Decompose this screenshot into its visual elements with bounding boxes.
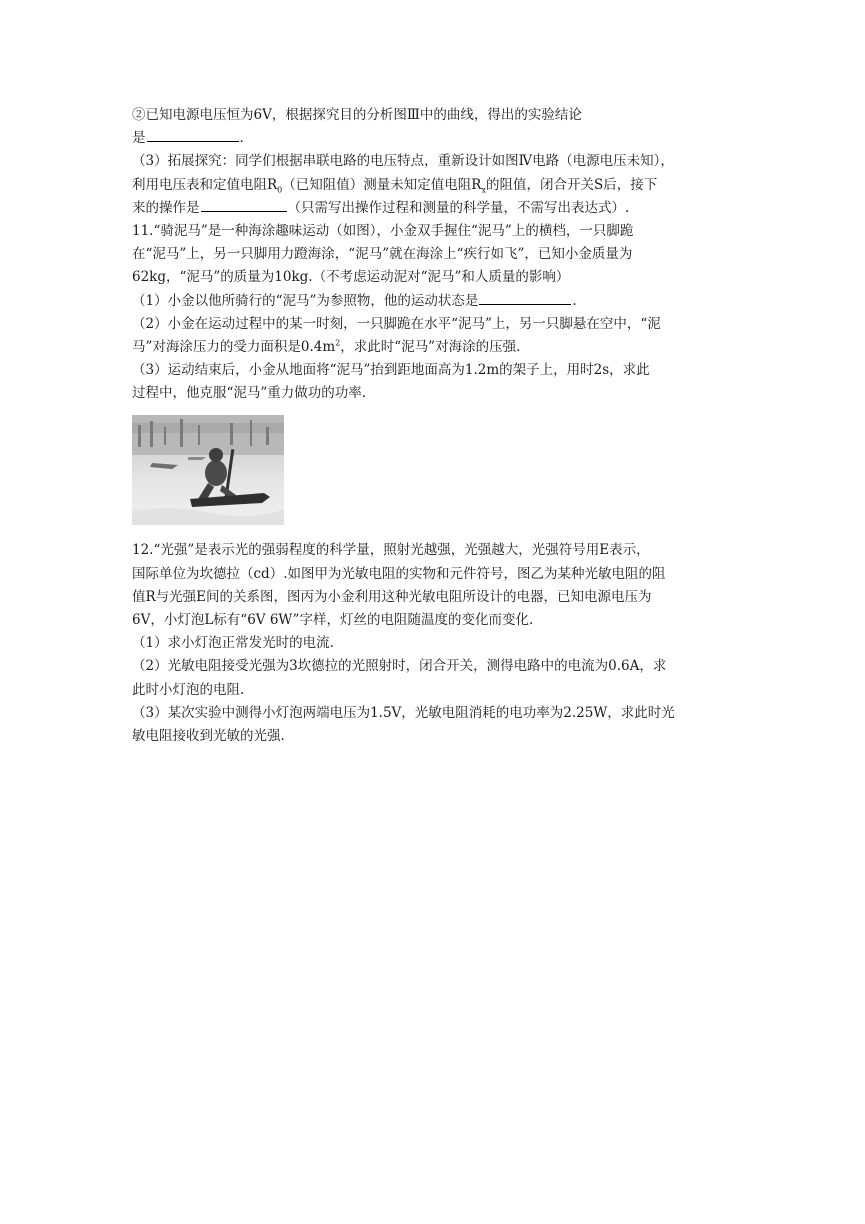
question-11-stem: 11.“骑泥马”是一种海涂趣味运动（如图），小金双手握住“泥马”上的横档，一只脚跪: [132, 222, 634, 239]
text-line: [132, 220, 735, 243]
text-span: 国际单位为坎德拉（cd）.如图甲为光敏电阻的实物和元件符号，图乙为某种光敏电阻的阻: [132, 565, 666, 582]
text-span: （已知阻值）测量未知定值电阻R: [282, 176, 482, 193]
mud-horse-illustration: [132, 415, 284, 525]
text-line: [132, 655, 735, 678]
text-line: [132, 725, 735, 748]
subscript: 0: [277, 185, 283, 195]
text-line: [132, 632, 735, 655]
question-text: [132, 104, 735, 748]
text-span: 在“泥马”上，另一只脚用力蹬海涂，“泥马”就在海涂上“疾行如飞”，已知小金质量为: [132, 246, 633, 263]
text-span: 值R与光强E间的关系图，图丙为小金利用这种光敏电阻所设计的电器，已知电源电压为: [132, 588, 652, 605]
text-line: [132, 679, 735, 702]
text-line: [132, 104, 735, 127]
text-line: [132, 609, 735, 632]
text-span: 此时小灯泡的电阻.: [132, 681, 245, 698]
text-span: （1）小金以他所骑行的“泥马”为参照物，他的运动状态是: [132, 292, 479, 309]
answer-blank[interactable]: [201, 197, 287, 212]
answer-blank[interactable]: [147, 127, 239, 142]
subscript: x: [481, 185, 486, 195]
text-span: 利用电压表和定值电阻R: [132, 176, 278, 193]
text-span: 敏电阻接收到光敏的光强.: [132, 727, 285, 744]
text-line: [132, 336, 735, 359]
text-line: [132, 563, 735, 586]
text-span: （只需写出操作过程和测量的科学量，不需写出表达式）.: [287, 199, 630, 216]
answer-blank[interactable]: [479, 290, 571, 305]
text-line: [132, 266, 735, 289]
text-line: [132, 702, 735, 725]
text-line: [132, 313, 735, 336]
text-line: [132, 586, 735, 609]
text-line: [132, 359, 735, 382]
text-span: 62kg，“泥马”的质量为10kg.（不考虑运动泥对“泥马”和人质量的影响）: [132, 269, 570, 286]
text-line: [132, 539, 735, 562]
text-span: 的阻值，闭合开关S后，接下: [485, 176, 658, 193]
text-line: [132, 382, 735, 405]
text-span: （3）运动结束后，小金从地面将“泥马”抬到距地面高为1.2m的架子上，用时2s，求此: [132, 362, 650, 379]
text-span: 是: [132, 130, 146, 147]
text-span: 来的操作是: [132, 199, 200, 216]
text-span: 马”对海涂压力的受力面积是0.4m: [132, 338, 336, 355]
text-line: [132, 174, 735, 197]
text-span: （3）某次实验中测得小灯泡两端电压为1.5V，光敏电阻消耗的电功率为2.25W，求此时光: [132, 704, 675, 721]
text-span: .: [572, 292, 577, 309]
text-span: （3）拓展探究：同学们根据串联电路的电压特点，重新设计如图Ⅳ电路（电源电压未知），: [132, 153, 674, 170]
mud-horse-photo: [132, 415, 284, 525]
text-span: ②已知电源电压恒为6V，根据探究目的分析图Ⅲ中的曲线，得出的实验结论: [132, 107, 582, 123]
text-span: ，求此时“泥马”对海涂的压强.: [340, 338, 521, 355]
text-line: [132, 243, 735, 266]
text-span: （2）光敏电阻接受光强为3坎德拉的光照射时，闭合开关，测得电路中的电流为0.6A，求: [132, 658, 667, 675]
text-span: （2）小金在运动过程中的某一时刻，一只脚跪在水平“泥马”上，另一只脚悬在空中，“泥: [132, 315, 661, 332]
text-line: [132, 127, 735, 150]
text-line: [132, 197, 735, 220]
text-span: 过程中，他克服“泥马”重力做功的功率.: [132, 385, 367, 402]
text-span: .: [239, 130, 244, 147]
text-line: [132, 150, 735, 173]
question-12-stem: 12.“光强”是表示光的强弱程度的科学量，照射光越强，光强越大，光强符号用E表示，: [132, 542, 650, 559]
superscript: 2: [335, 338, 341, 348]
text-span: 6V，小灯泡L标有“6V 6W”字样，灯丝的电阻随温度的变化而变化.: [132, 612, 534, 628]
text-span: （1）求小灯泡正常发光时的电流.: [132, 635, 334, 652]
text-line: [132, 290, 735, 313]
